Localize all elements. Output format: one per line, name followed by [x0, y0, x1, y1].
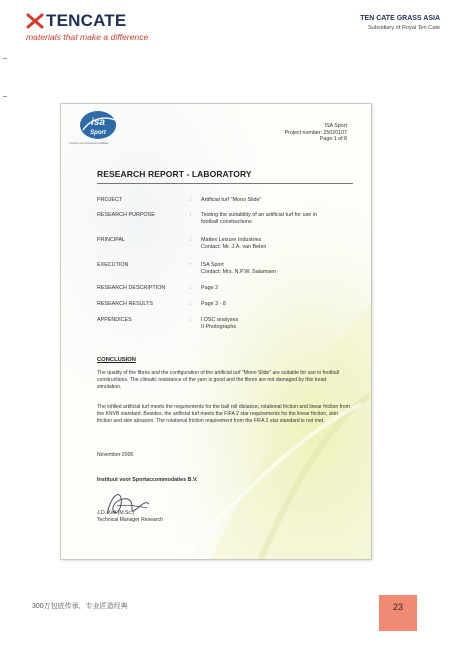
- isa-logo-caption: institute voor sportaccommodaties: [69, 142, 109, 145]
- info-colon: :: [190, 237, 192, 243]
- info-value-line: Artificial turf "Mono Slide": [201, 197, 262, 203]
- title-divider: [97, 183, 353, 184]
- brand-name: TENCATE: [46, 11, 127, 30]
- info-value-line: football constructions: [201, 218, 252, 225]
- info-value-line: Page 3 - 8: [201, 301, 226, 307]
- svg-text:Sport: Sport: [90, 130, 106, 136]
- info-value-line: II Photographs: [201, 323, 237, 330]
- brand-tagline: materials that make a difference: [26, 32, 149, 42]
- margin-mark: [3, 58, 7, 59]
- info-value: [201, 301, 351, 308]
- footer-slogan: 300万包底传承，专业匠造经典: [32, 603, 128, 610]
- signer-name: J.D. Kelt (M.Sc.): [97, 510, 135, 516]
- info-value-line: Page 2: [201, 285, 219, 291]
- info-label: RESEARCH RESULTS: [97, 301, 153, 307]
- conclusion-heading: CONCLUSION: [97, 357, 136, 363]
- info-value: [201, 237, 351, 251]
- conclusion-paragraph: The infilled artificial turf meets the requirements for the ball roll distance, rotational friction and linear friction from the KNVB standard. Besides, the artificial turf meets the FIFA 2 star requirements for the linear friction, skin friction and skin abrasion. The rotational friction requirement from the FIFA 2 star standard is not met.: [97, 404, 350, 424]
- info-label: PROJECT: [97, 197, 123, 203]
- info-value-line: ISA Sport: [201, 262, 224, 268]
- page-header: [0, 0, 450, 50]
- info-colon: :: [190, 301, 192, 307]
- info-label: RESEARCH DESCRIPTION: [97, 285, 166, 291]
- info-value: [201, 212, 351, 226]
- meta-project-number: Project number: 25020107: [284, 129, 347, 136]
- isa-sport-logo-icon: [79, 110, 117, 140]
- info-value-line: I DSC analyses: [201, 317, 239, 323]
- info-value: [201, 197, 351, 204]
- tencate-logo-icon: [26, 13, 44, 29]
- signer-role: Technical Manager Research: [97, 517, 163, 523]
- info-value-line: Contact: Mr. J.A. van Belen: [201, 243, 267, 250]
- organisation-name: Instituut voor Sportaccommodaties B.V.: [97, 477, 198, 483]
- report-date: November 2006: [97, 452, 134, 458]
- info-value-line: Mattex Leisure Industries: [201, 237, 262, 243]
- page-number: 23: [392, 602, 403, 612]
- info-label: APPENDICES: [97, 317, 132, 323]
- subsidiary-note: Subsidiary of Royal Ten Cate: [367, 25, 440, 31]
- info-value-line: Contact: Mrs. N.P.W. Salamsen: [201, 268, 277, 275]
- division-name: TEN CATE GRASS ASIA: [360, 15, 440, 22]
- info-value: [201, 285, 351, 292]
- info-value: [201, 317, 351, 331]
- report-title: RESEARCH REPORT - LABORATORY: [97, 169, 252, 179]
- report-sheet: [61, 104, 371, 559]
- info-value: [201, 262, 351, 276]
- info-label: RESEARCH PURPOSE: [97, 212, 155, 218]
- conclusion-paragraph: The quality of the fibres and the configuration of the artificial turf "Mono Slide" are suitable for use in football constructions. The climatic resistance of the yarn is good and the fibres are not damaged by this tread simulation.: [97, 370, 340, 390]
- info-colon: :: [190, 197, 192, 203]
- info-label: EXECUTION: [97, 262, 129, 268]
- info-colon: :: [190, 317, 192, 323]
- meta-page: Page 1 of 8: [319, 136, 347, 143]
- meta-org: ISA Sport: [324, 123, 347, 129]
- page-number-badge: [379, 595, 417, 631]
- info-colon: :: [190, 212, 192, 218]
- report-meta: [285, 123, 347, 143]
- info-colon: :: [190, 262, 192, 268]
- svg-text:isa: isa: [91, 117, 105, 128]
- info-colon: :: [190, 285, 192, 291]
- info-value-line: Testing the suitability of an artificial turf for use in: [201, 212, 317, 218]
- info-label: PRINCIPAL: [97, 237, 126, 243]
- margin-mark: [3, 96, 7, 97]
